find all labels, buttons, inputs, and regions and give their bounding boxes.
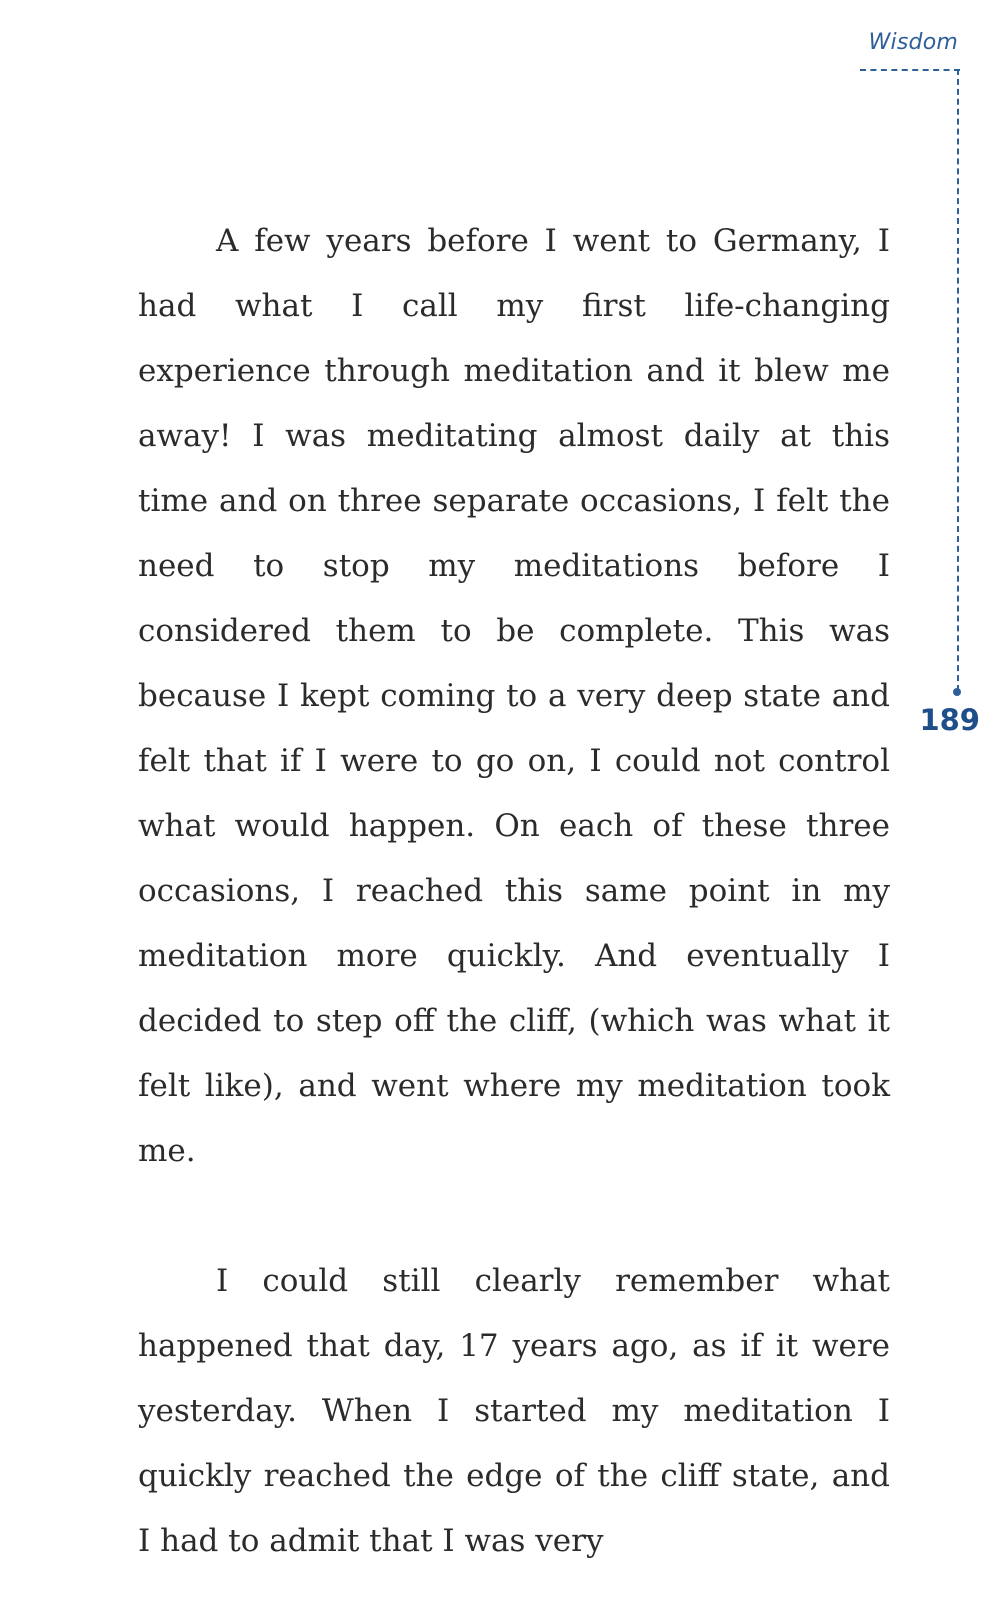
dashed-rule-horizontal — [860, 69, 960, 71]
body-text — [138, 209, 890, 1574]
rule-end-dot — [953, 688, 961, 696]
paragraph-1: A few years before I went to Germany, I had what I call my first life-changing experience through meditation and it blew me away! I was meditating almost daily at this time and on three separate occasions, I felt the need to stop my meditations before I considered them to be complete. This was because I kept coming to a very deep state and felt that if I were to go on, I could not control what would happen. On each of these three occasions, I reached this same point in my meditation more quickly. And eventually I decided to step off the cliff, (which was what it felt like), and went where my meditation took me. — [138, 223, 890, 1169]
running-head-section-title: Wisdom — [868, 30, 958, 55]
dashed-rule-vertical — [957, 69, 959, 691]
page-number: 189 — [919, 703, 980, 737]
paragraph-2: I could still clearly remember what happened that day, 17 years ago, as if it were yesterday. When I started my meditation I quickly reached the edge of the cliff state, and I had to admit that I was very — [138, 1263, 890, 1559]
